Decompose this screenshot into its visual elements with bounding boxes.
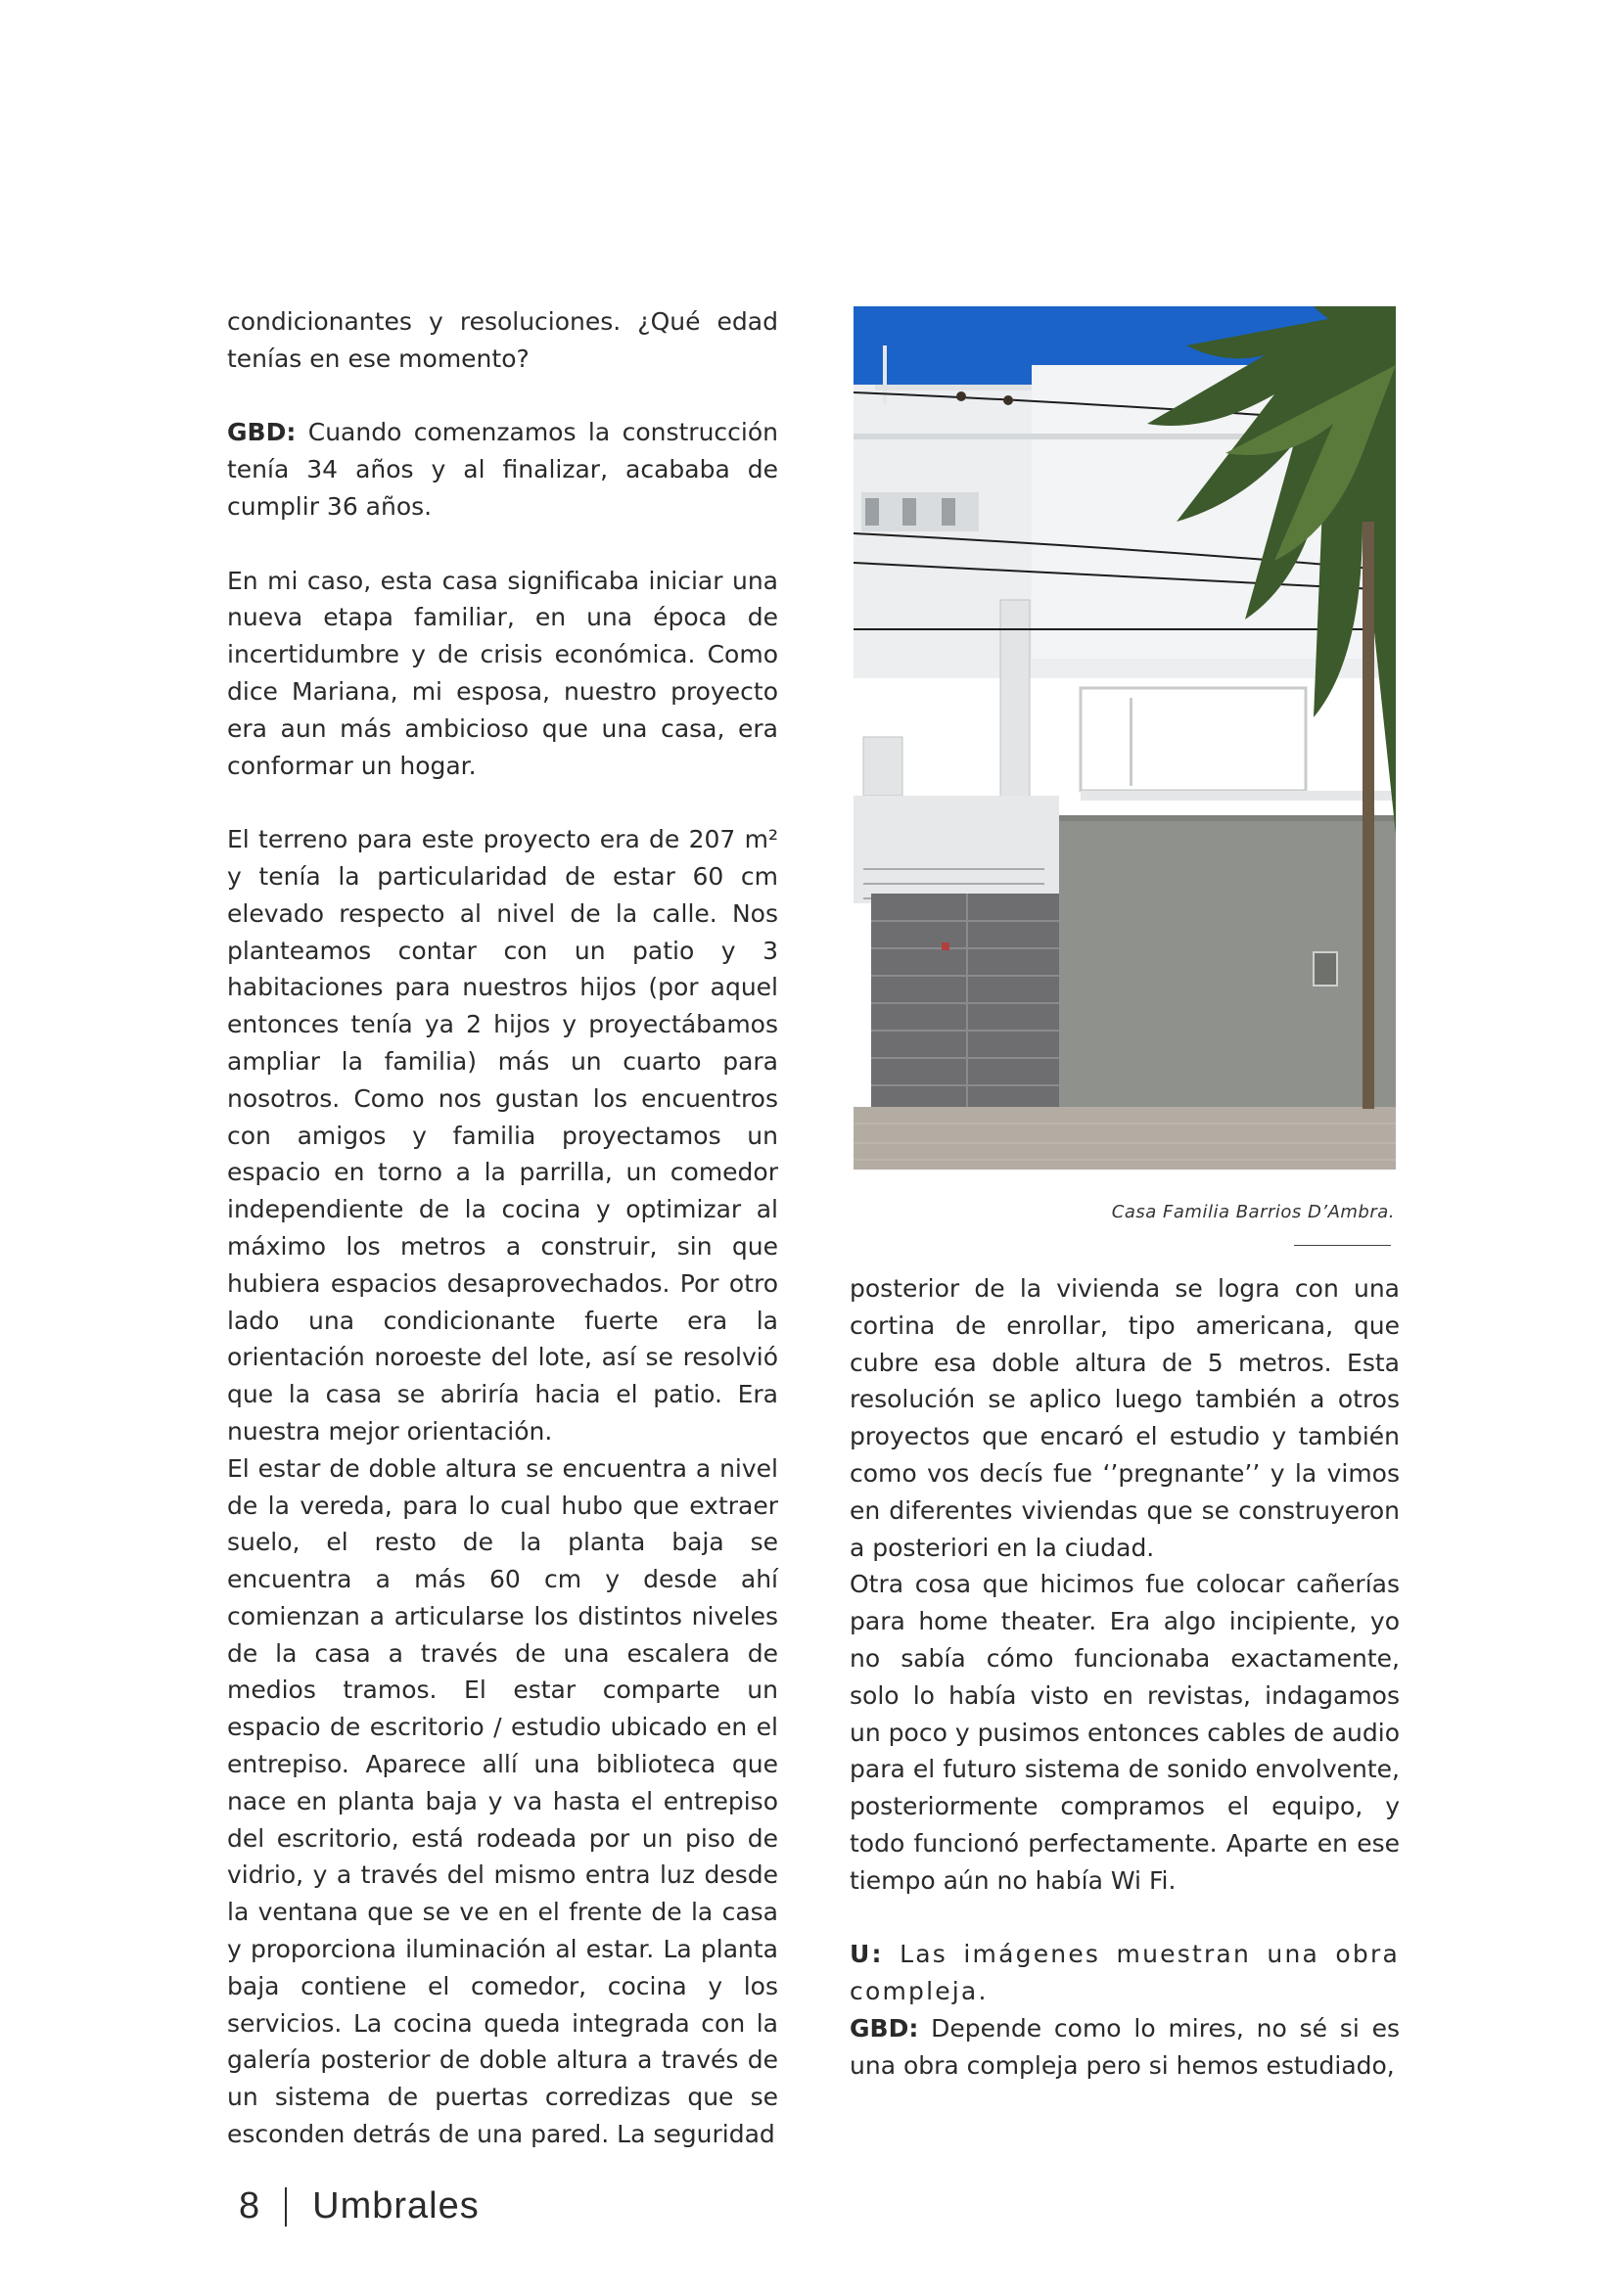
answer-paragraph [227, 414, 778, 525]
speaker-label: GBD: [227, 418, 297, 447]
answer-text: Depende como lo mires, no sé si es una obra compleja pero si hemos estudiado, [850, 2013, 1400, 2080]
page-footer [239, 2185, 480, 2227]
photo-caption: Casa Familia Barrios D’Ambra. [1111, 1202, 1395, 1222]
publication-name: Umbrales [312, 2185, 480, 2227]
paragraph: condicionantes y resoluciones. ¿Qué edad tenías en ese momento? [227, 307, 778, 373]
paragraph: El estar de doble altura se encuentra a nivel de la vereda, para lo cual hubo que extraer suelo, el resto de la planta baja se encuentra a más 60 cm y desde ahí comienzan a articularse los distintos niveles de la casa a través de una escalera de medios tramos. El estar comparte un espacio de escritorio / estudio ubicado en el entrepiso. Aparece allí una biblioteca que nace en planta baja y va hasta el entrepiso del escritorio, está rodeada por un piso de vidrio, y a través del mismo entra luz desde la ventana que se ve en el frente de la casa y proporciona iluminación al estar. La planta baja contiene el comedor, cocina y los servicios. La cocina queda integrada con la galería posterior de doble altura a través de un sistema de puertas corredizas que se esconden detrás de una pared. La seguridad [227, 1453, 778, 2149]
left-column [227, 303, 778, 2153]
answer-text: Cuando comenzamos la construcción tenía 34 años y al finalizar, acababa de cumplir 36 años. [227, 418, 778, 521]
house-facade-image [854, 306, 1396, 1170]
page-number: 8 [239, 2185, 260, 2227]
paragraph: El terreno para este proyecto era de 207 m² y tenía la particularidad de estar 60 cm elevado respecto al nivel de la calle. Nos planteamos contar con un patio y 3 habitaciones para nuestros hijos (por aquel entonces tenía ya 2 hijos y proyectábamos ampliar la familia) más un cuarto para nosotros. Como nos gustan los encuentros con amigos y familia proyectamos un espacio en torno a la parrilla, un comedor independiente de la cocina y optimizar al máximo los metros a construir, sin que hubiera espacios desaprovechados. Por otro lado una condicionante fuerte era la orientación noroeste del lote, así se resolvió que la casa se abriría hacia el patio. Era nuestra mejor orientación. [227, 825, 778, 1446]
caption-rule [1294, 1245, 1391, 1246]
footer-divider [285, 2187, 287, 2227]
paragraph: Otra cosa que hicimos fue colocar cañerías para home theater. Era algo incipiente, yo no sabía cómo funcionaba exactamente, solo lo había visto en revistas, indagamos un poco y pusimos entonces cables de audio para el futuro sistema de sonido envolvente, posteriormente compramos el equipo, y todo funcionó perfectamente. Aparte en ese tiempo aún no había Wi Fi. [850, 1570, 1400, 1895]
answer-paragraph [850, 2010, 1400, 2085]
speaker-label: GBD: [850, 2013, 919, 2043]
question-text: Las imágenes muestran una obra compleja. [850, 1940, 1400, 2006]
right-column [850, 1270, 1400, 2085]
paragraph: posterior de la vivienda se logra con una cortina de enrollar, tipo americana, que cubre esa doble altura de 5 metros. Esta resolución se aplico luego también a otros proyectos que encaró el estudio y también como vos decís fue ‘’pregnante’’ y la vimos en diferentes viviendas que se construyeron a posteriori en la ciudad. [850, 1274, 1400, 1562]
house-photo [854, 306, 1396, 1170]
speaker-label: U: [850, 1940, 884, 1969]
question-paragraph [850, 1936, 1400, 2010]
paragraph: En mi caso, esta casa significaba iniciar una nueva etapa familiar, en una época de incertidumbre y de crisis económica. Como dice Mariana, mi esposa, nuestro proyecto era aun más ambicioso que una casa, era conformar un hogar. [227, 566, 778, 780]
